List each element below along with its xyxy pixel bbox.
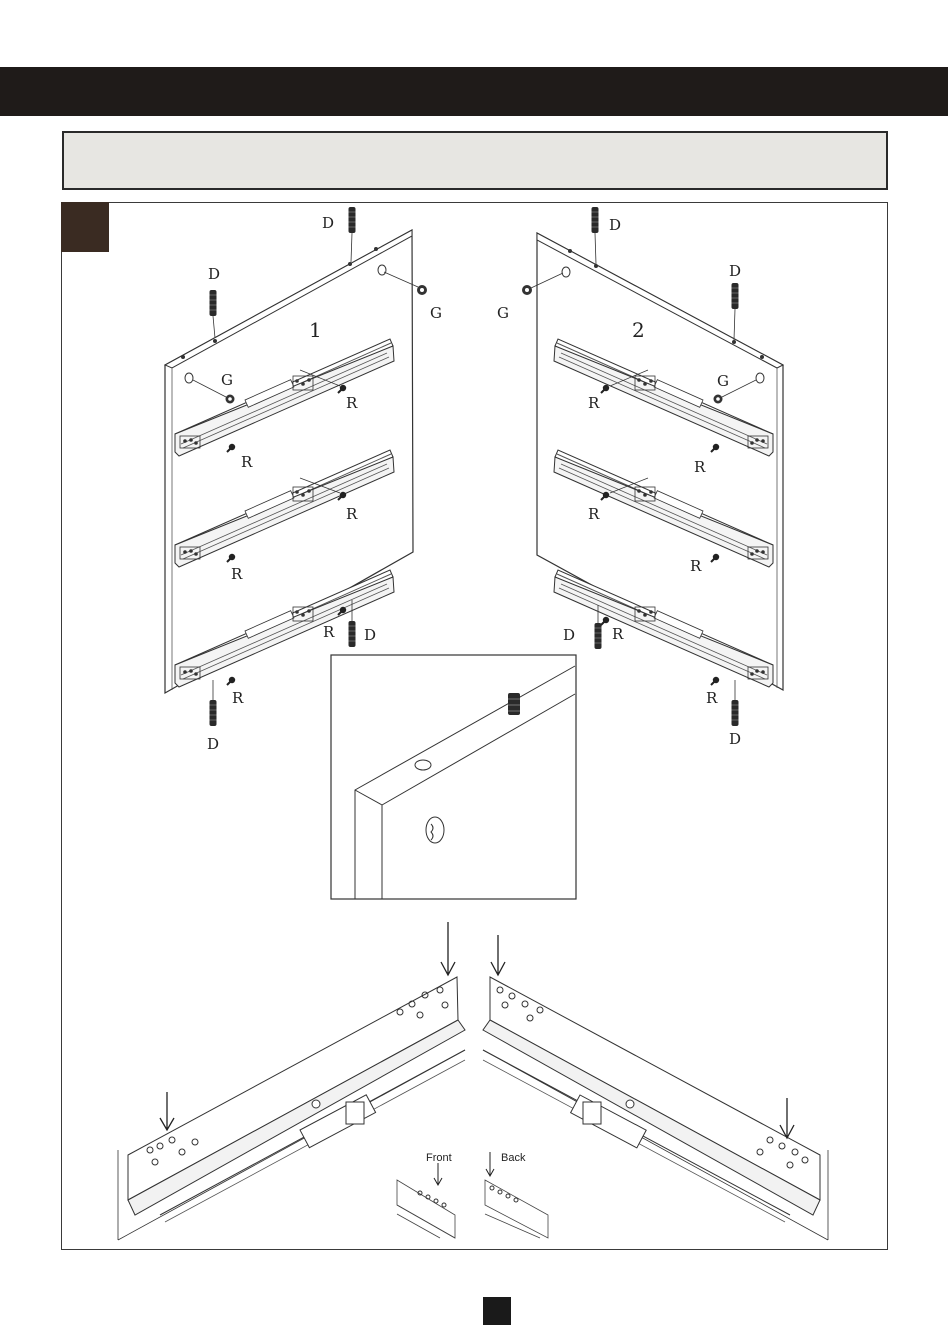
label-r: R	[588, 394, 600, 412]
label-r: R	[690, 557, 702, 575]
label-r: R	[231, 565, 243, 583]
front-label: Front	[426, 1152, 452, 1164]
label-d: D	[729, 730, 742, 748]
label-r: R	[346, 505, 358, 523]
panel-number-2: 2	[632, 318, 645, 342]
label-d: D	[729, 262, 742, 280]
label-r: R	[706, 689, 718, 707]
label-r: R	[241, 453, 253, 471]
label-r: R	[323, 623, 335, 641]
label-g: G	[430, 304, 442, 322]
front-back-inset	[395, 1152, 550, 1238]
label-d: D	[207, 735, 220, 753]
label-r: R	[694, 458, 706, 476]
label-r: R	[346, 394, 358, 412]
label-r: R	[612, 625, 624, 643]
panel-number-1: 1	[309, 318, 322, 342]
dowel-detail-inset	[331, 655, 576, 899]
label-d: D	[609, 216, 622, 234]
label-d: D	[364, 626, 377, 644]
label-r: R	[588, 505, 600, 523]
label-g: G	[717, 372, 729, 390]
label-d: D	[322, 214, 335, 232]
label-r: R	[232, 689, 244, 707]
right-side-panel	[537, 233, 783, 690]
label-d: D	[208, 265, 221, 283]
label-g: G	[497, 304, 509, 322]
page-number-box	[483, 1297, 511, 1325]
left-side-panel	[165, 230, 413, 693]
label-d: D	[563, 626, 576, 644]
label-g: G	[221, 371, 233, 389]
back-label: Back	[501, 1152, 526, 1164]
